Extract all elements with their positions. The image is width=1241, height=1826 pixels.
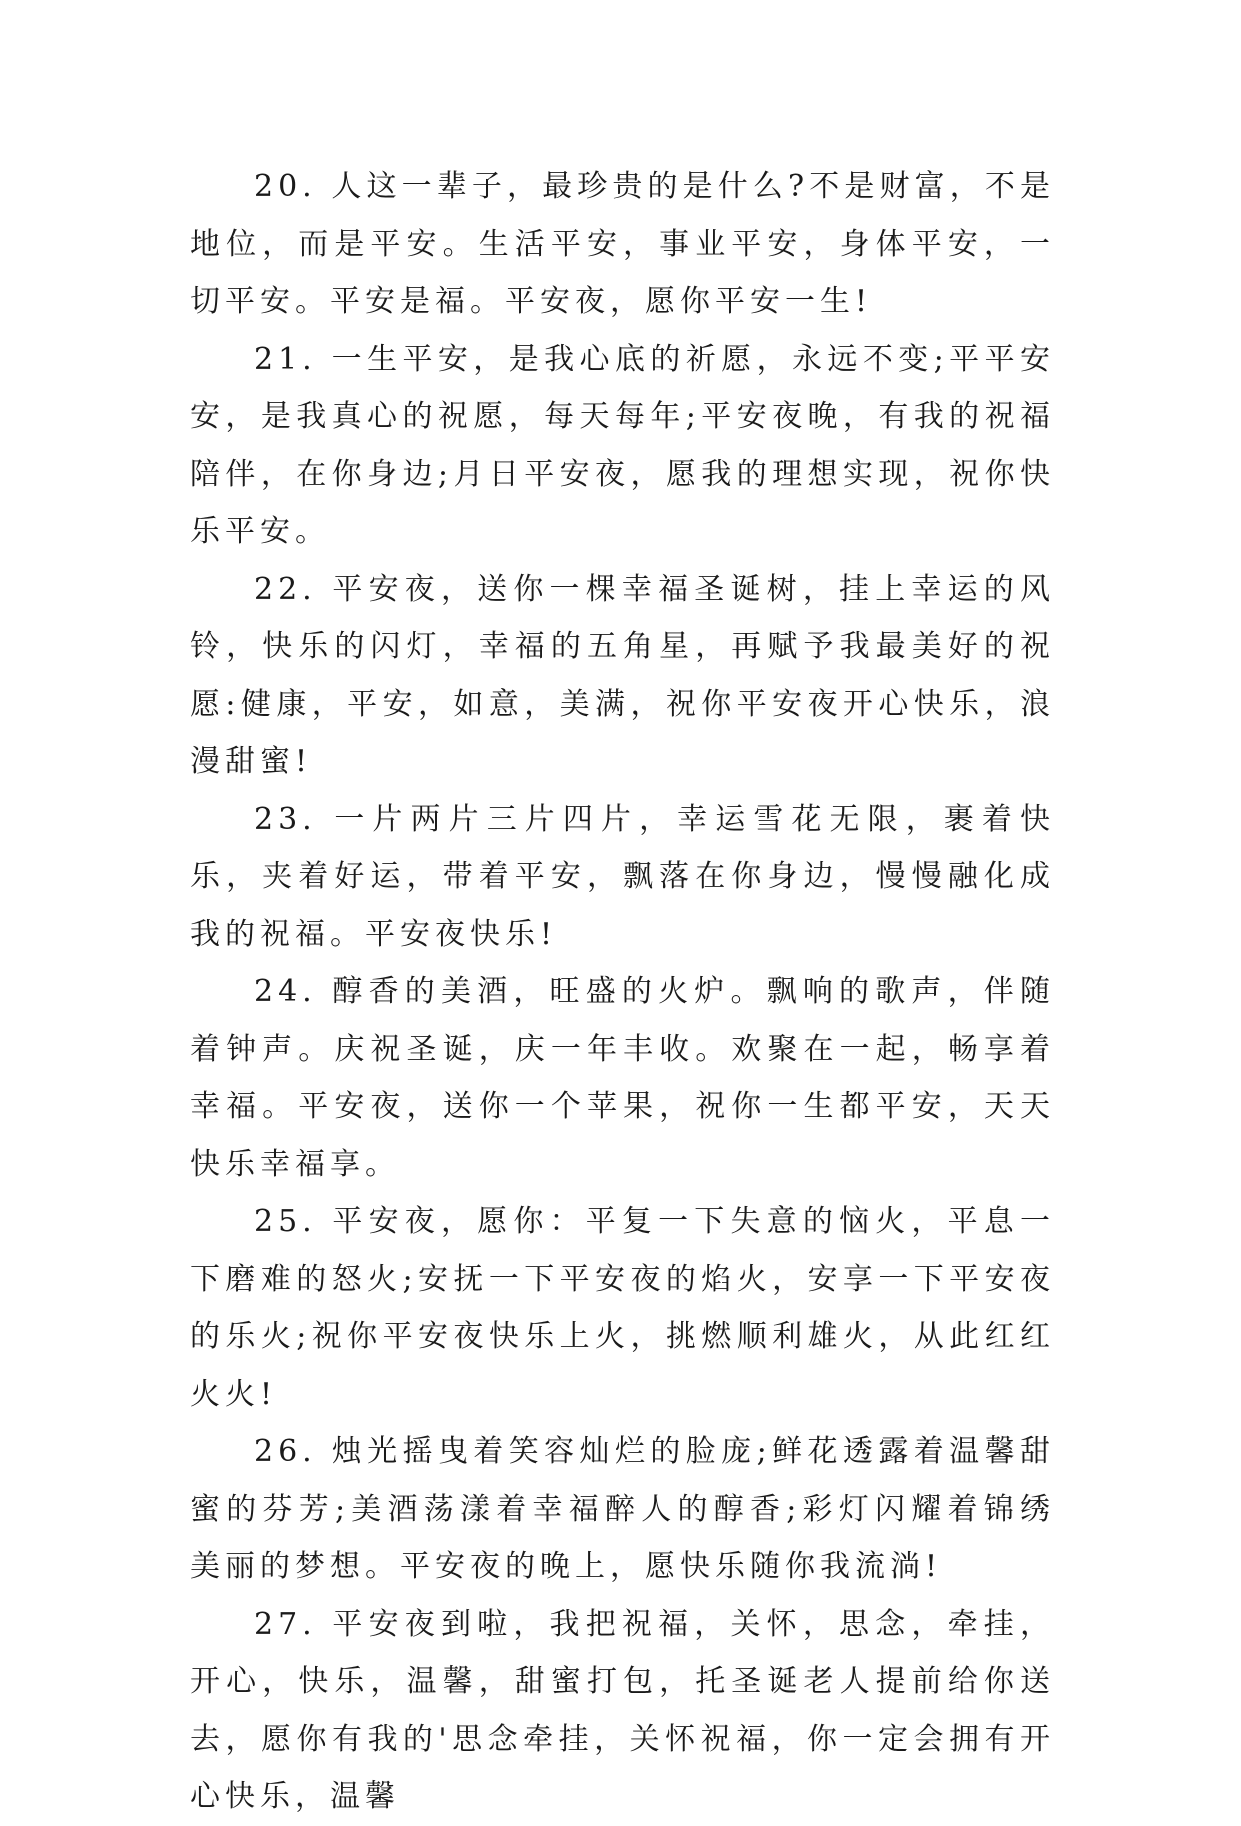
paragraph-23: 23. 一片两片三片四片，幸运雪花无限，裹着快乐，夹着好运，带着平安，飘落在你身边，慢慢融化成我的祝福。平安夜快乐! [190,801,1055,952]
document-body [190,158,1055,1826]
paragraph-21: 21. 一生平安，是我心底的祈愿，永远不变;平平安安，是我真心的祝愿，每天每年;平安夜晚，有我的祝福陪伴，在你身边;月日平安夜，愿我的理想实现，祝你快乐平安。 [190,341,1055,549]
paragraph-25: 25. 平安夜，愿你：平复一下失意的恼火，平息一下磨难的怒火;安抚一下平安夜的焰火，安享一下平安夜的乐火;祝你平安夜快乐上火，挑燃顺利雄火，从此红红火火! [190,1204,1055,1412]
paragraph-26: 26. 烛光摇曳着笑容灿烂的脸庞;鲜花透露着温馨甜蜜的芬芳;美酒荡漾着幸福醉人的醇香;彩灯闪耀着锦绣美丽的梦想。平安夜的晚上，愿快乐随你我流淌! [190,1434,1055,1584]
paragraph-27: 27. 平安夜到啦，我把祝福，关怀，思念，牵挂，开心，快乐，温馨，甜蜜打包，托圣诞老人提前给你送去，愿你有我的'思念牵挂，关怀祝福，你一定会拥有开心快乐，温馨 [190,1606,1055,1814]
paragraph-24: 24. 醇香的美酒，旺盛的火炉。飘响的歌声，伴随着钟声。庆祝圣诞，庆一年丰收。欢聚在一起，畅享着幸福。平安夜，送你一个苹果，祝你一生都平安，天天快乐幸福享。 [190,974,1055,1182]
paragraph-22: 22. 平安夜，送你一棵幸福圣诞树，挂上幸运的风铃，快乐的闪灯，幸福的五角星，再赋予我最美好的祝愿:健康，平安，如意，美满，祝你平安夜开心快乐，浪漫甜蜜! [190,571,1055,779]
paragraph-20: 20. 人这一辈子，最珍贵的是什么?不是财富，不是地位，而是平安。生活平安，事业平安，身体平安，一切平安。平安是福。平安夜，愿你平安一生! [190,169,1055,319]
